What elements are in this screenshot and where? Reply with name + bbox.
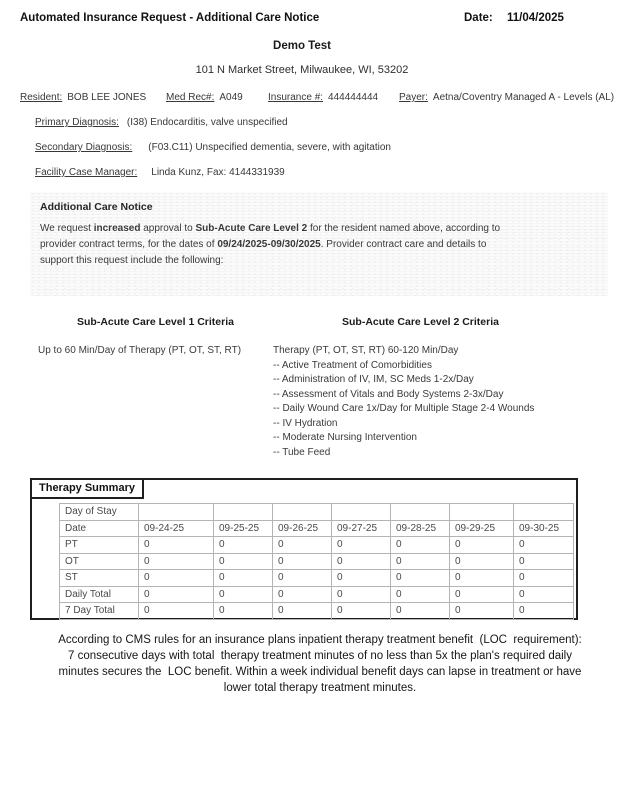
therapy-summary-table bbox=[59, 503, 574, 620]
criteria-item: -- Administration of IV, IM, SC Meds 1-2x/Day bbox=[273, 374, 474, 385]
level2-criteria-list bbox=[273, 344, 565, 460]
payer-field bbox=[399, 92, 614, 103]
value-cell: 09-24-25 bbox=[139, 520, 214, 537]
value-cell: 0 bbox=[450, 570, 514, 587]
therapy-table-row bbox=[60, 586, 574, 603]
secondary-diagnosis-row bbox=[35, 142, 391, 153]
med-rec-field bbox=[166, 92, 243, 103]
notice-paragraph bbox=[40, 221, 598, 269]
footer-line: minutes secures the LOC benefit. Within a week individual benefit days can lapse in treatment or have bbox=[58, 666, 582, 678]
notice-line bbox=[40, 253, 598, 269]
value-cell bbox=[332, 504, 391, 521]
value-cell: 09-30-25 bbox=[514, 520, 574, 537]
date-label: Date: bbox=[464, 12, 493, 24]
value-cell: 0 bbox=[514, 570, 574, 587]
value-cell: 0 bbox=[332, 603, 391, 620]
primary-diagnosis-label: Primary Diagnosis: bbox=[35, 117, 119, 128]
notice-line bbox=[40, 237, 598, 253]
row-label-cell: OT bbox=[60, 553, 139, 570]
value-cell: 0 bbox=[514, 586, 574, 603]
value-cell bbox=[514, 504, 574, 521]
therapy-table-row bbox=[60, 504, 574, 521]
case-manager-row bbox=[35, 167, 285, 178]
value-cell: 0 bbox=[450, 553, 514, 570]
value-cell: 0 bbox=[332, 570, 391, 587]
resident-field bbox=[20, 92, 146, 103]
primary-diagnosis-value: (I38) Endocarditis, valve unspecified bbox=[126, 117, 288, 128]
value-cell: 0 bbox=[514, 603, 574, 620]
level1-criteria-list bbox=[38, 344, 241, 359]
value-cell: 0 bbox=[139, 586, 214, 603]
notice-text: for the resident named above, according to bbox=[307, 223, 501, 234]
notice-bold-text: Sub-Acute Care Level 2 bbox=[195, 223, 308, 234]
value-cell: 0 bbox=[332, 553, 391, 570]
value-cell: 0 bbox=[214, 537, 273, 554]
notice-bold-text: 09/24/2025-09/30/2025 bbox=[217, 239, 321, 250]
value-cell: 0 bbox=[214, 603, 273, 620]
value-cell: 0 bbox=[214, 553, 273, 570]
value-cell: 0 bbox=[273, 586, 332, 603]
secondary-diagnosis-label: Secondary Diagnosis: bbox=[35, 142, 133, 153]
criteria-item: -- Active Treatment of Comorbidities bbox=[273, 359, 432, 371]
value-cell: 0 bbox=[273, 603, 332, 620]
criteria-item: Therapy (PT, OT, ST, RT) 60-120 Min/Day bbox=[273, 345, 459, 356]
criteria-item: Up to 60 Min/Day of Therapy (PT, OT, ST, RT) bbox=[38, 345, 242, 356]
row-label-cell: Day of Stay bbox=[60, 504, 139, 521]
case-manager-value: Linda Kunz, Fax: 4144331939 bbox=[151, 167, 285, 178]
value-cell bbox=[273, 504, 332, 521]
value-cell: 0 bbox=[273, 570, 332, 587]
value-cell: 0 bbox=[391, 553, 450, 570]
therapy-table-row bbox=[60, 520, 574, 537]
value-cell: 0 bbox=[514, 553, 574, 570]
criteria-item: -- Tube Feed bbox=[273, 446, 331, 458]
secondary-diagnosis-value: (F03.C11) Unspecified dementia, severe, with agitation bbox=[148, 142, 391, 153]
value-cell: 0 bbox=[332, 537, 391, 554]
notice-line bbox=[40, 221, 598, 237]
therapy-table-row bbox=[60, 537, 574, 554]
value-cell: 0 bbox=[332, 586, 391, 603]
value-cell: 0 bbox=[214, 570, 273, 587]
document-title: Automated Insurance Request - Additional Care Notice bbox=[20, 12, 320, 24]
footer-line: 7 consecutive days with total therapy treatment minutes of no less than 5x the plan's required daily bbox=[67, 650, 572, 662]
therapy-summary-tab-label: Therapy Summary bbox=[30, 478, 144, 499]
primary-diagnosis-row bbox=[35, 117, 288, 128]
criteria-item: -- Daily Wound Care 1x/Day for Multiple Stage 2-4 Wounds bbox=[273, 403, 535, 414]
value-cell: 09-28-25 bbox=[391, 520, 450, 537]
value-cell: 0 bbox=[514, 537, 574, 554]
insurance-value: 444444444 bbox=[328, 92, 379, 103]
notice-heading: Additional Care Notice bbox=[40, 201, 153, 213]
med-rec-value: A049 bbox=[219, 92, 243, 103]
value-cell: 09-27-25 bbox=[332, 520, 391, 537]
criteria-item: -- IV Hydration bbox=[273, 417, 338, 429]
value-cell: 0 bbox=[139, 603, 214, 620]
therapy-table-row bbox=[60, 603, 574, 620]
notice-text: support this request include the following: bbox=[40, 255, 224, 266]
payer-value: Aetna/Coventry Managed A - Levels (AL) bbox=[432, 92, 615, 103]
therapy-table-row bbox=[60, 570, 574, 587]
level2-criteria-heading: Sub-Acute Care Level 2 Criteria bbox=[342, 316, 499, 328]
footer-line: According to CMS rules for an insurance plans inpatient therapy treatment benefit (LOC requirement): bbox=[58, 634, 582, 646]
case-manager-label: Facility Case Manager: bbox=[35, 167, 138, 178]
row-label-cell: Daily Total bbox=[60, 586, 139, 603]
date-value: 11/04/2025 bbox=[507, 12, 564, 24]
cms-rules-note bbox=[12, 632, 628, 696]
level1-criteria-heading: Sub-Acute Care Level 1 Criteria bbox=[77, 316, 234, 328]
notice-text: . Provider contract care and details to bbox=[320, 239, 487, 250]
value-cell bbox=[214, 504, 273, 521]
value-cell: 0 bbox=[139, 537, 214, 554]
value-cell: 09-25-25 bbox=[214, 520, 273, 537]
value-cell: 0 bbox=[273, 553, 332, 570]
insurance-field bbox=[268, 92, 378, 103]
value-cell bbox=[391, 504, 450, 521]
resident-label: Resident: bbox=[20, 92, 63, 103]
criteria-item: -- Assessment of Vitals and Body Systems 2-3x/Day bbox=[273, 388, 504, 400]
notice-text: We request bbox=[40, 223, 94, 234]
med-rec-label: Med Rec#: bbox=[166, 92, 215, 103]
notice-bold-text: increased bbox=[93, 223, 141, 234]
value-cell: 0 bbox=[139, 553, 214, 570]
value-cell: 0 bbox=[450, 603, 514, 620]
facility-name: Demo Test bbox=[273, 40, 331, 52]
value-cell: 09-26-25 bbox=[273, 520, 332, 537]
row-label-cell: ST bbox=[60, 570, 139, 587]
resident-value: BOB LEE JONES bbox=[67, 92, 147, 103]
value-cell: 0 bbox=[139, 570, 214, 587]
row-label-cell: Date bbox=[60, 520, 139, 537]
value-cell: 0 bbox=[450, 586, 514, 603]
notice-text: provider contract terms, for the dates of bbox=[40, 239, 218, 250]
facility-address: 101 N Market Street, Milwaukee, WI, 53202 bbox=[195, 64, 409, 76]
value-cell bbox=[139, 504, 214, 521]
value-cell: 0 bbox=[391, 586, 450, 603]
additional-care-notice-box bbox=[30, 192, 608, 296]
value-cell: 0 bbox=[391, 603, 450, 620]
insurance-label: Insurance #: bbox=[268, 92, 324, 103]
value-cell: 0 bbox=[214, 586, 273, 603]
value-cell: 0 bbox=[391, 570, 450, 587]
payer-label: Payer: bbox=[399, 92, 428, 103]
row-label-cell: PT bbox=[60, 537, 139, 554]
row-label-cell: 7 Day Total bbox=[60, 603, 139, 620]
notice-text: approval to bbox=[140, 223, 196, 234]
criteria-item: -- Moderate Nursing Intervention bbox=[273, 432, 417, 443]
value-cell: 0 bbox=[450, 537, 514, 554]
value-cell: 0 bbox=[391, 537, 450, 554]
footer-line: lower total therapy treatment minutes. bbox=[223, 682, 417, 694]
value-cell bbox=[450, 504, 514, 521]
value-cell: 09-29-25 bbox=[450, 520, 514, 537]
value-cell: 0 bbox=[273, 537, 332, 554]
therapy-table-row bbox=[60, 553, 574, 570]
